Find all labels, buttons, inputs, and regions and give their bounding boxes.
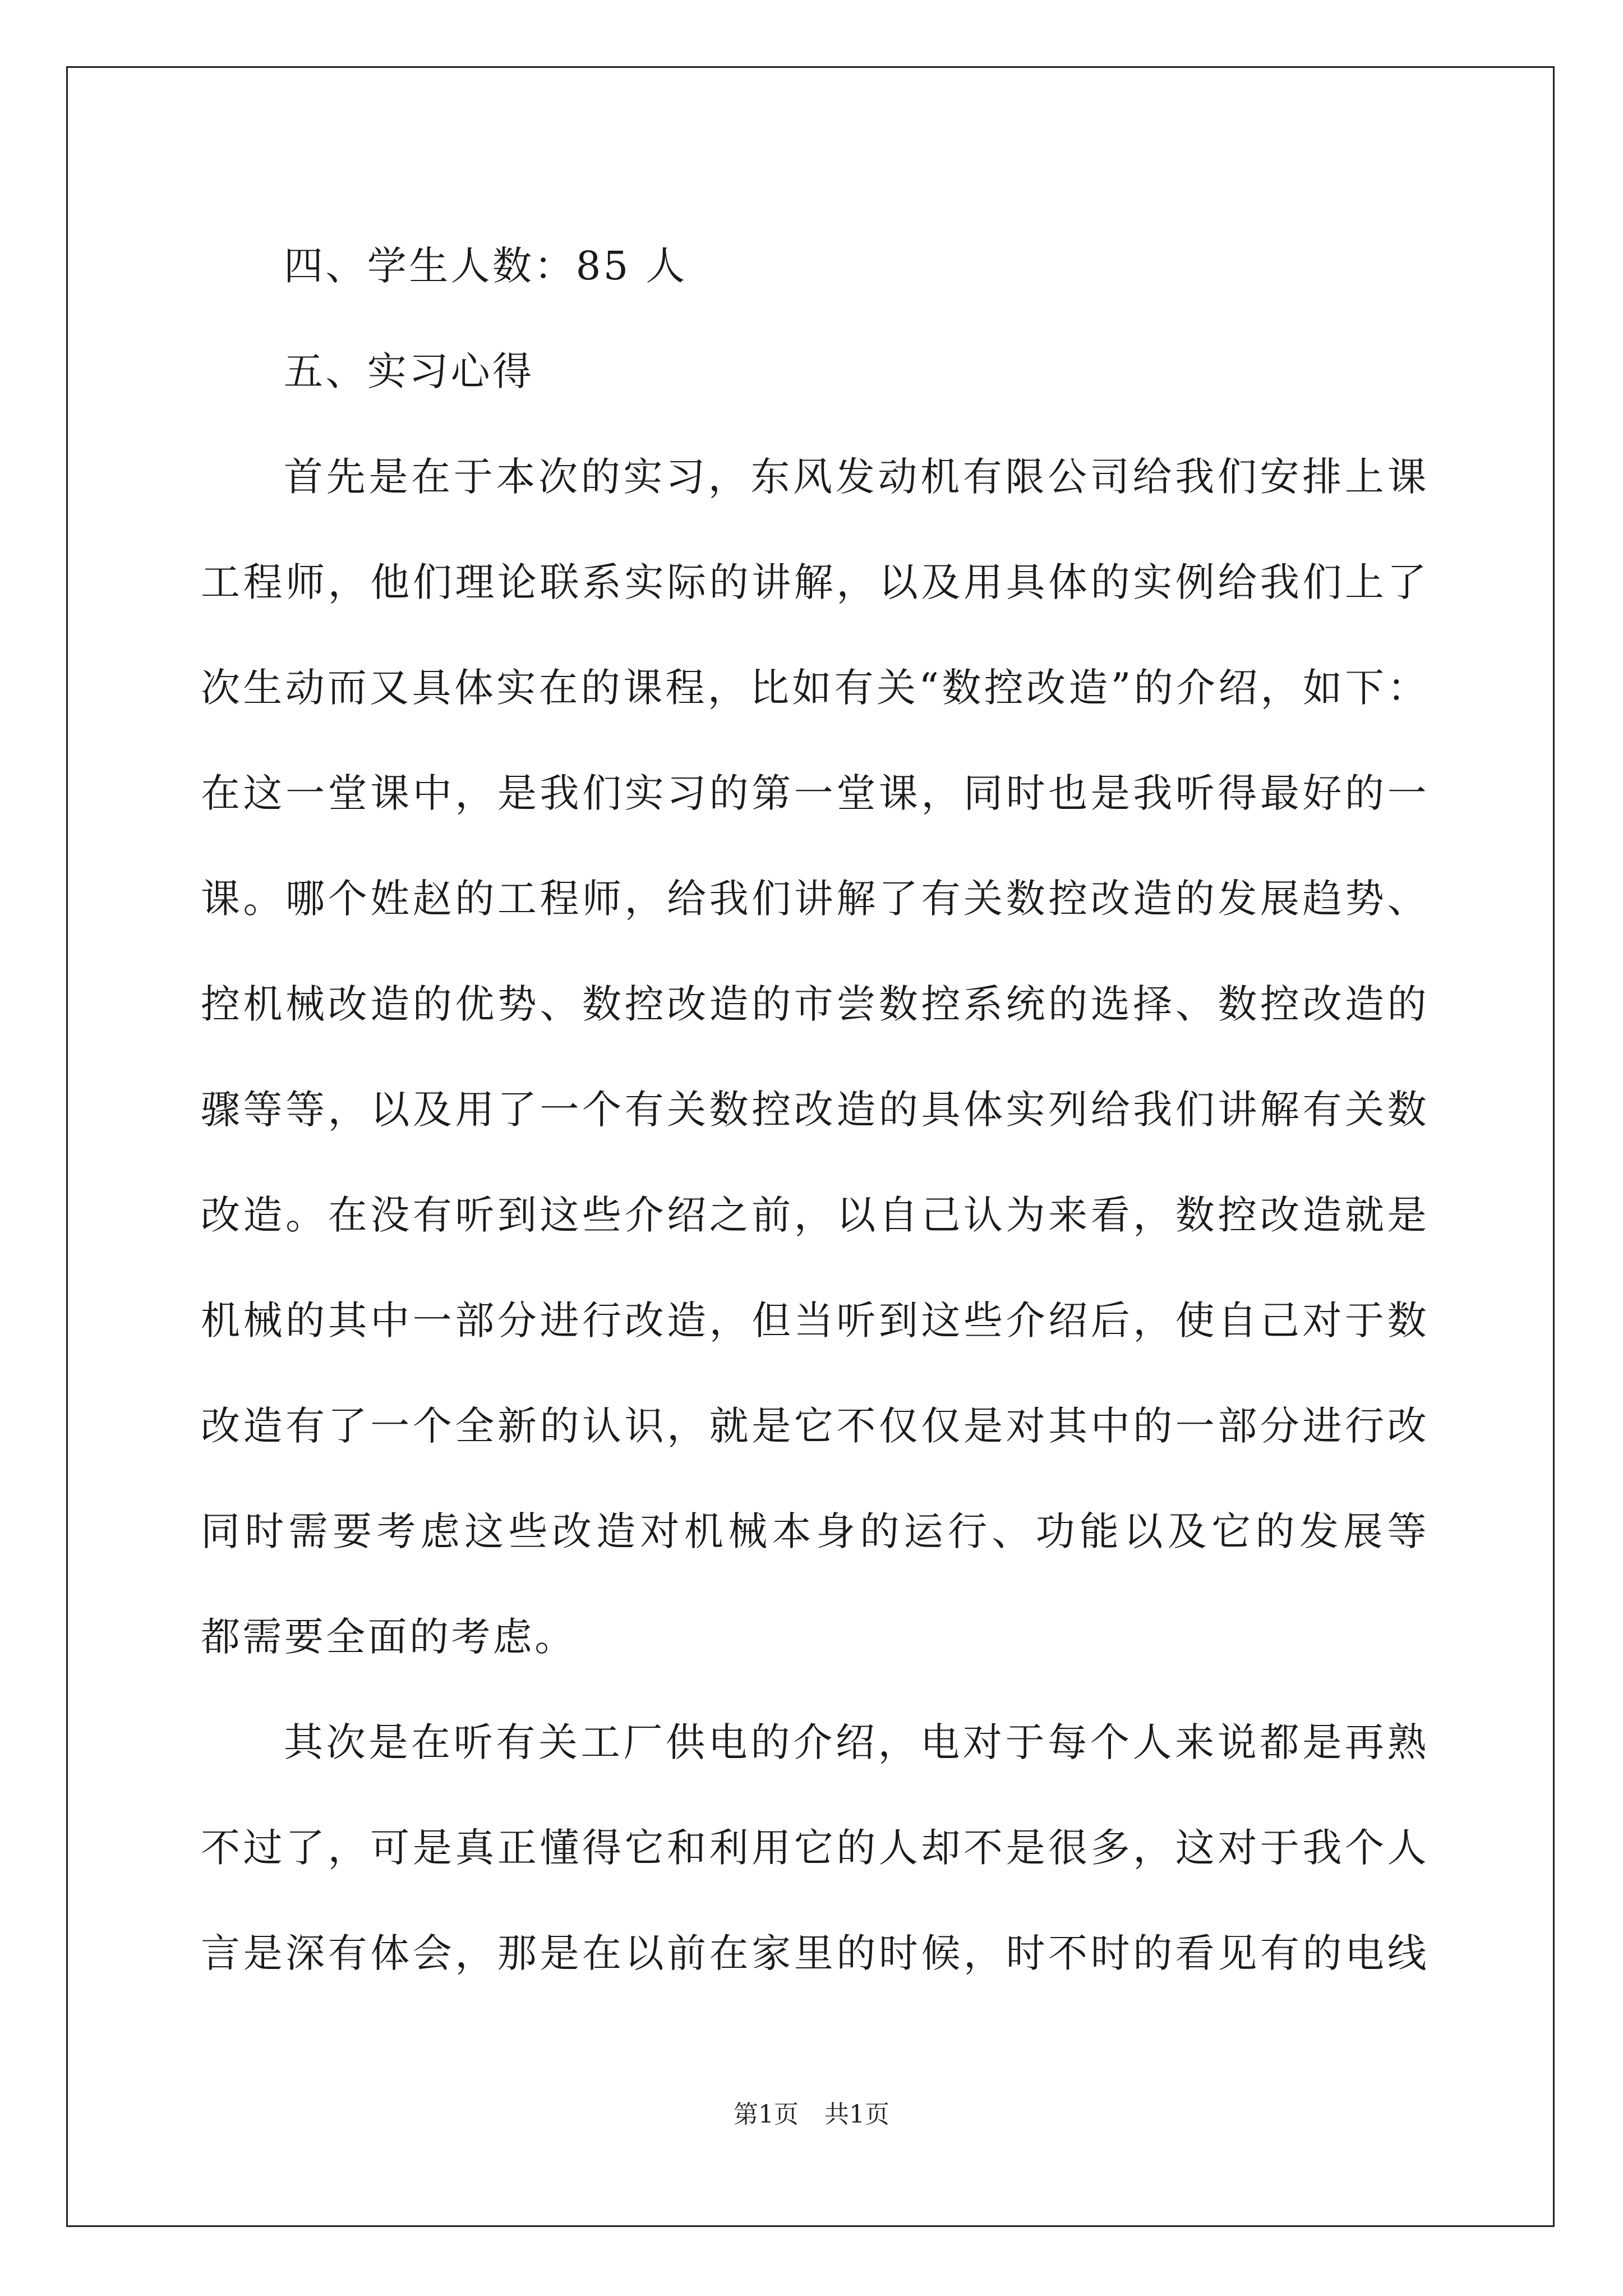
text-line: 四、学生人数：85 人: [284, 243, 688, 289]
text-line: 首先是在于本次的实习，东风发动机有限公司给我们安排上课: [284, 454, 1429, 500]
text-line: 其次是在听有关工厂供电的介绍，电对于每个人来说都是再熟: [284, 1719, 1429, 1765]
text-line: 骤等等，以及用了一个有关数控改造的具体实列给我们讲解有关数: [201, 1087, 1429, 1133]
section-heading: 五、实习心得: [284, 348, 534, 394]
text-line: 同时需要考虑这些改造对机械本身的运行、功能以及它的发展等: [201, 1508, 1429, 1554]
document-body: [201, 213, 1429, 2006]
text-line: 控机械改造的优势、数控改造的市尝数控系统的选择、数控改造的: [201, 981, 1429, 1027]
text-line: 次生动而又具体实在的课程，比如有关“数控改造”的介绍，如下：: [201, 665, 1429, 711]
text-line: 机械的其中一部分进行改造，但当听到这些介绍后，使自己对于数: [201, 1297, 1429, 1343]
text-line: 在这一堂课中，是我们实习的第一堂课，同时也是我听得最好的一: [201, 770, 1429, 816]
page-number-current: 第1页: [734, 2100, 799, 2129]
text-line: 言是深有体会，那是在以前在家里的时候，时不时的看见有的电线: [201, 1930, 1429, 1976]
text-line: 课。哪个姓赵的工程师，给我们讲解了有关数控改造的发展趋势、: [201, 876, 1429, 922]
text-line: 工程师，他们理论联系实际的讲解，以及用具体的实例给我们上了: [201, 559, 1429, 605]
text-line: 改造有了一个全新的认识，就是它不仅仅是对其中的一部分进行改: [201, 1403, 1429, 1449]
text-line: 改造。在没有听到这些介绍之前，以自己认为来看，数控改造就是: [201, 1192, 1429, 1238]
page-footer: [0, 2098, 1623, 2132]
text-line: 都需要全面的考虑。: [201, 1614, 577, 1660]
text-line: 不过了，可是真正懂得它和利用它的人却不是很多，这对于我个人: [201, 1825, 1429, 1871]
page-number-total: 共1页: [824, 2100, 889, 2129]
